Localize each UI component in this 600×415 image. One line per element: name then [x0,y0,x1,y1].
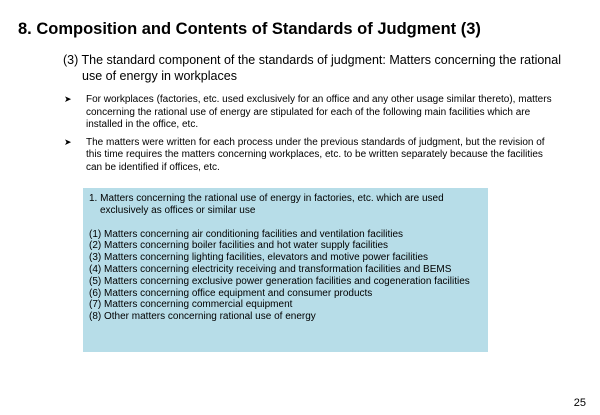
page-number: 25 [573,397,586,409]
bullet-text: The matters were written for each process under the previous standards of judgment, but the revision of this time requires the matters concerning workplaces, etc. to be written separately because the facilities can be identified if offices, etc. [86,136,545,173]
box-item: (4) Matters concerning electricity receiving and transformation facilities and BEMS [89,263,452,275]
box-item: (1) Matters concerning air conditioning facilities and ventilation facilities [89,228,404,240]
section-subtitle: (3) The standard component of the standards of judgment: Matters concerning the rational use of energy in workplaces [63,53,561,83]
box-item: (6) Matters concerning office equipment and consumer products [89,287,373,299]
arrow-bullet-icon: ➤ [64,137,72,148]
box-item: (5) Matters concerning exclusive power generation facilities and cogeneration facilities [89,275,470,287]
box-item: (7) Matters concerning commercial equipment [89,299,293,311]
bullet-item [64,94,554,132]
box-item: (3) Matters concerning lighting facilities, elevators and motive power facilities [89,252,429,264]
bullet-item [64,137,554,175]
bullet-list [64,94,554,179]
facilities-box [83,188,488,352]
slide-title: 8. Composition and Contents of Standards of Judgment (3) [18,20,481,38]
bullet-text: For workplaces (factories, etc. used exclusively for an office and any other usage similar thereto), matters concerning the rational use of energy are stipulated for each of the following main facilities which are installed in the office, etc. [86,94,552,130]
box-heading: 1. Matters concerning the rational use of energy in factories, etc. which are used exclusively as offices or similar use [89,193,444,216]
box-item: (2) Matters concerning boiler facilities and hot water supply facilities [89,240,389,252]
arrow-bullet-icon: ➤ [64,95,72,105]
box-item: (8) Other matters concerning rational use of energy [89,311,316,323]
